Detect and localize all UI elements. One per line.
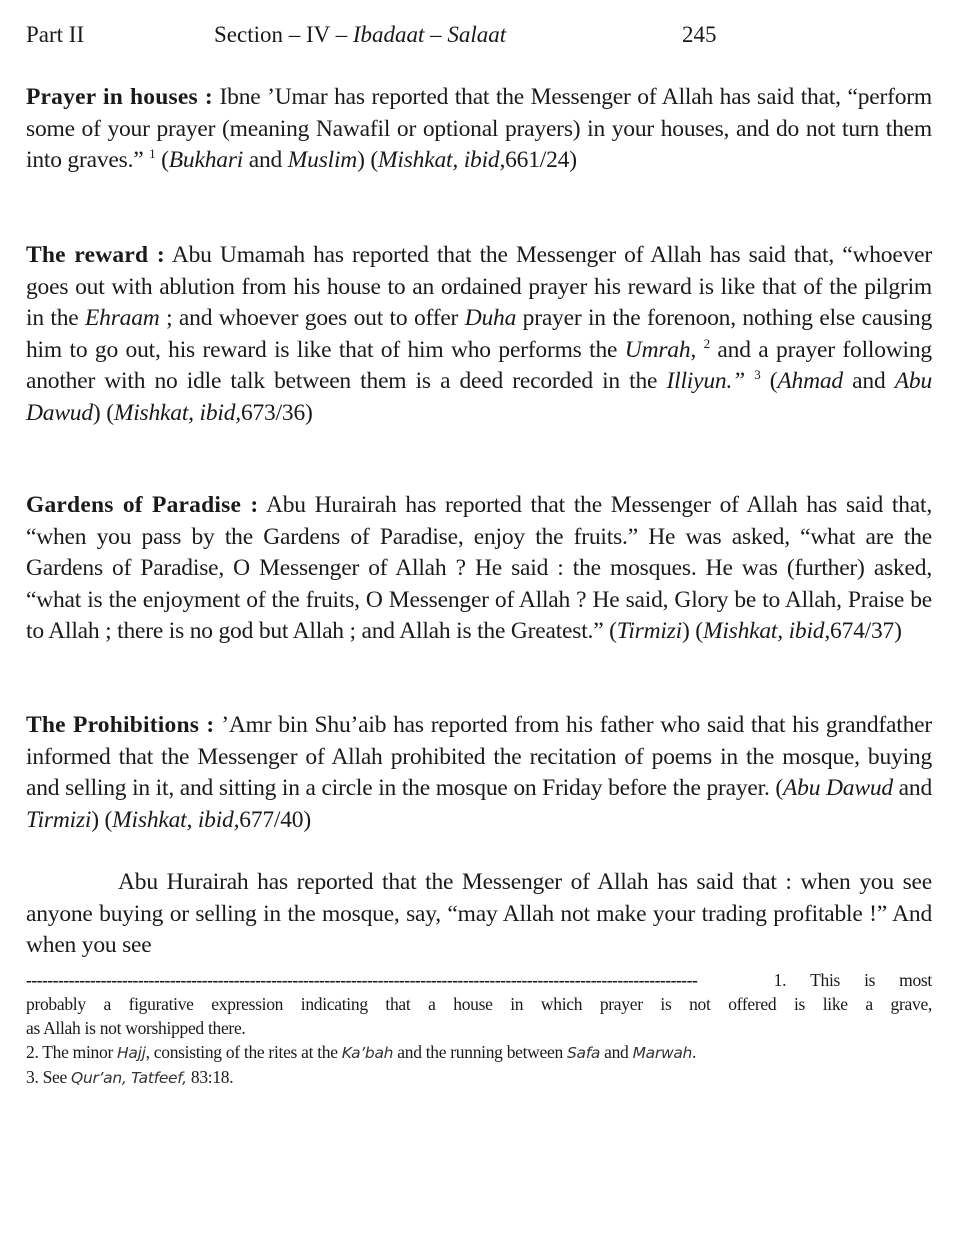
footnote-word: is: [864, 970, 876, 990]
italic-term: Abu Dawud: [26, 368, 932, 426]
footnote-1-number: 1.: [773, 970, 787, 990]
footnote-separator-line: [26, 968, 932, 992]
italic-term: Abu Dawud: [783, 775, 893, 801]
italic-term: Ka’bah: [341, 1044, 394, 1062]
footnote-1-line-3: as Allah is not worshipped there.: [26, 1018, 246, 1038]
footnote-3: 3. See Qur’an, Tatfeef, 83:18.: [26, 1067, 234, 1087]
footnotes: [26, 968, 932, 1090]
italic-term: Umrah,: [624, 336, 697, 363]
paragraph-text: Abu Hurairah has reported that the Messenger of Allah has said that : when you see anyone buying or selling in the mosque, say, “may Allah not make your trading profitable !” And when you see: [26, 869, 932, 958]
section-subtitle: Ibadaat – Salaat: [352, 22, 507, 47]
footnote-reference: 2: [703, 335, 710, 351]
paragraph-gardens-of-paradise: [26, 490, 932, 648]
italic-term: Qur’an, Tatfeef,: [71, 1069, 187, 1087]
footnote-word: most: [899, 970, 932, 990]
section-title: [214, 20, 506, 50]
italic-term: Mishkat, ibid,: [702, 618, 831, 644]
italic-term: Bukhari: [168, 147, 244, 173]
italic-term: Duha: [464, 305, 517, 331]
paragraph-text: The reward : Abu Umamah has reported that the Messenger of Allah has said that, “whoever goes out with ablution from his house to an ordained prayer his reward is like that of the pilgrim in the Ehraam ; and whoever goes out to offer Duha prayer in the forenoon, nothing else causing him to go out, his reward is like that of him who performs the Umrah, $^2$ and a prayer following another with no idle talk between them is a deed recorded in the Illiyun.” $^3$ (Ahmad and Abu Dawud) (Mishkat, ibid,673/36): [26, 242, 932, 426]
footnote-word: This: [810, 970, 841, 990]
paragraph-the-reward: [26, 240, 932, 429]
paragraph-prayer-in-houses: [26, 82, 932, 177]
section-prefix: Section – IV –: [214, 22, 353, 47]
italic-term: Illiyun.”: [666, 368, 746, 394]
footnote-rule: ------------------------------------------------------------------------------------------------------------------------------: [26, 970, 698, 990]
italic-term: Marwah: [632, 1044, 693, 1062]
italic-term: Ehraam: [85, 305, 160, 331]
footnote-reference: 3: [754, 367, 761, 382]
page-number: 245: [682, 22, 717, 47]
part-label: Part II: [26, 22, 85, 47]
italic-term: Mishkat, ibid,: [378, 147, 506, 173]
italic-term: Tirmizi: [616, 618, 682, 644]
paragraph-text: The Prohibitions : ’Amr bin Shu’aib has reported from his father who said that his grandfather informed that the Messenger of Allah prohibited the recitation of poems in the mosque, buying and selling in it, and sitting in a circle in the mosque on Friday before the prayer. (Abu Dawud and Tirmizi) (Mishkat, ibid,677/40): [26, 712, 932, 833]
footnote-reference: 1: [149, 146, 156, 161]
paragraph-the-prohibitions: [26, 710, 932, 836]
italic-term: Hajj: [117, 1044, 146, 1062]
footnote-2: 2. The minor Hajj, consisting of the rites at the Ka’bah and the running between Safa and Marwah.: [26, 1042, 697, 1062]
paragraph-text: Gardens of Paradise : Abu Hurairah has reported that the Messenger of Allah has said that, “when you pass by the Gardens of Paradise, enjoy the fruits.” He was asked, “what are the Gardens of Paradise, O Messenger of Allah ? He said : the mosques. He was (further) asked, “what is the enjoyment of the fruits, O Messenger of Allah ? He said, Glory be to Allah, Praise be to Allah ; there is no god but Allah ; and Allah is the Greatest.” (Tirmizi) (Mishkat, ibid,674/37): [26, 492, 932, 644]
italic-term: Muslim: [287, 147, 358, 173]
italic-term: Ahmad: [777, 368, 843, 394]
paragraph-heading: Gardens of Paradise :: [26, 492, 259, 518]
paragraph-trading-in-mosque: [26, 867, 932, 962]
running-header: [26, 20, 932, 50]
italic-term: Mishkat, ibid,: [113, 399, 241, 426]
paragraph-heading: Prayer in houses :: [26, 84, 213, 110]
italic-term: Tirmizi: [26, 806, 92, 833]
footnote-1-line-2: probably a figurative expression indicating that a house in which prayer is not offered is like a grave,: [26, 994, 932, 1014]
paragraph-heading: The Prohibitions :: [26, 712, 215, 738]
paragraph-heading: The reward :: [26, 242, 165, 268]
italic-term: Mishkat, ibid,: [112, 806, 240, 833]
italic-term: Safa: [566, 1044, 601, 1062]
paragraph-text: Prayer in houses : Ibne ’Umar has reported that the Messenger of Allah has said that, “perform some of your prayer (meaning Nawafil or optional prayers) in your houses, and do not turn them into graves.” $^1$ (Bukhari and Muslim) (Mishkat, ibid,661/24): [26, 84, 933, 173]
footnote-1-start: [774, 968, 932, 992]
